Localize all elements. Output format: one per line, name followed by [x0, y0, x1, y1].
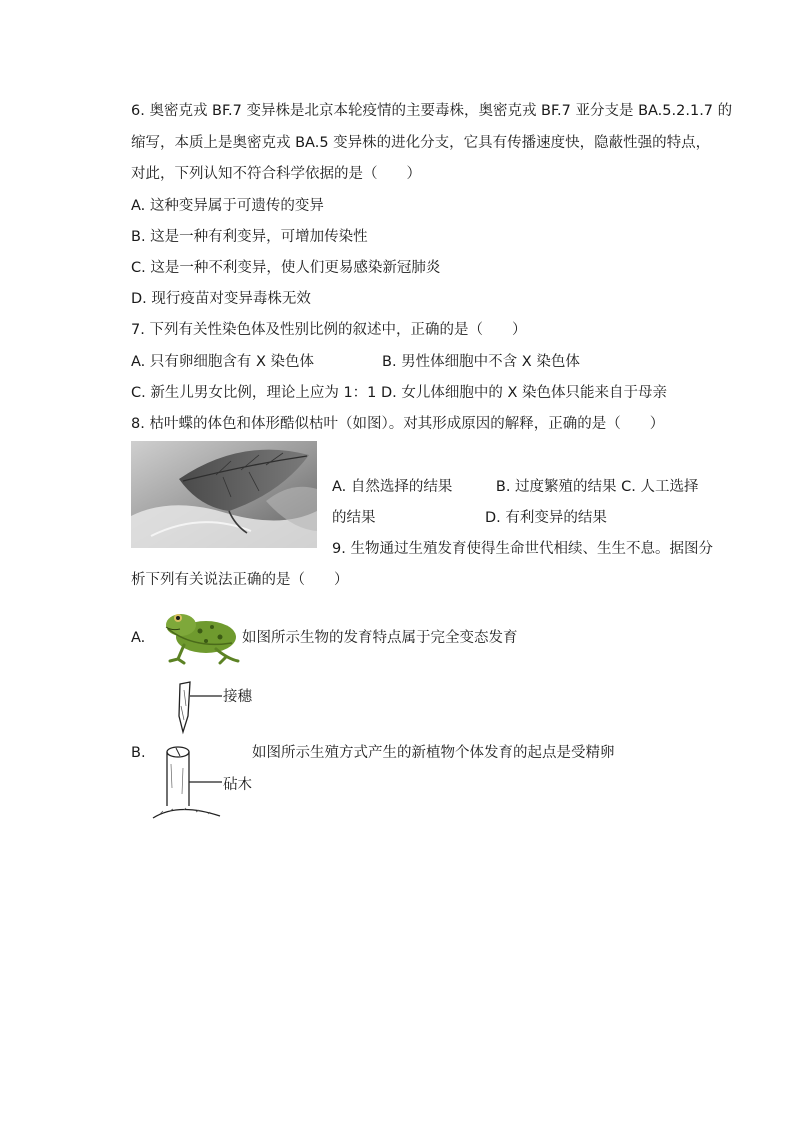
q7-option-c: C. 新生儿男女比例，理论上应为 1：1 — [131, 385, 377, 401]
q7-option-d: D. 女儿体细胞中的 X 染色体只能来自于母亲 — [381, 385, 668, 401]
q9-stem-line2: 析下列有关说法正确的是（ ） — [131, 572, 349, 588]
q8-stem: 8. 枯叶蝶的体色和体形酷似枯叶（如图）。对其形成原因的解释，正确的是（ ） — [131, 416, 665, 432]
q7-option-a: A. 只有卵细胞含有 X 染色体 — [131, 354, 315, 370]
dead-leaf-butterfly-photo — [131, 441, 317, 548]
q9-option-b-letter: B. — [131, 745, 146, 761]
q6-stem-line3: 对此，下列认知不符合科学依据的是（ ） — [131, 166, 421, 182]
q7-stem: 7. 下列有关性染色体及性别比例的叙述中，正确的是（ ） — [131, 322, 527, 338]
q6-stem-line1: 6. 奥密克戎 BF.7 变异株是北京本轮疫情的主要毒株，奥密克戎 BF.7 亚分支是 BA.5.2.1.7 的 — [131, 103, 733, 119]
q6-option-c: C. 这是一种不利变异，使人们更易感染新冠肺炎 — [131, 260, 441, 276]
q6-option-d: D. 现行疫苗对变异毒株无效 — [131, 291, 311, 307]
q9-option-b-text: 如图所示生殖方式产生的新植物个体发育的起点是受精卵 — [252, 745, 615, 761]
q8-options-row1: A. 自然选择的结果 B. 过度繁殖的结果 C. 人工选择 — [332, 479, 699, 495]
frog-image — [154, 603, 242, 665]
q6-option-b: B. 这是一种有利变异，可增加传染性 — [131, 229, 368, 245]
q9-option-a-letter: A. — [131, 630, 146, 646]
label-scion: 接穗 — [223, 689, 252, 705]
q8-options-row2-right: D. 有利变异的结果 — [485, 510, 607, 526]
q6-option-a: A. 这种变异属于可遗传的变异 — [131, 198, 324, 214]
q6-stem-line2: 缩写，本质上是奥密克戎 BA.5 变异株的进化分支，它具有传播速度快，隐蔽性强的特点， — [131, 135, 711, 151]
q8-options-row2-left: 的结果 — [332, 510, 376, 526]
q9-stem-line1: 9. 生物通过生殖发育使得生命世代相续、生生不息。据图分 — [332, 541, 713, 557]
q7-option-b: B. 男性体细胞中不含 X 染色体 — [382, 354, 580, 370]
q9-option-a-text: 如图所示生物的发育特点属于完全变态发育 — [242, 630, 518, 646]
label-rootstock: 砧木 — [223, 777, 252, 793]
